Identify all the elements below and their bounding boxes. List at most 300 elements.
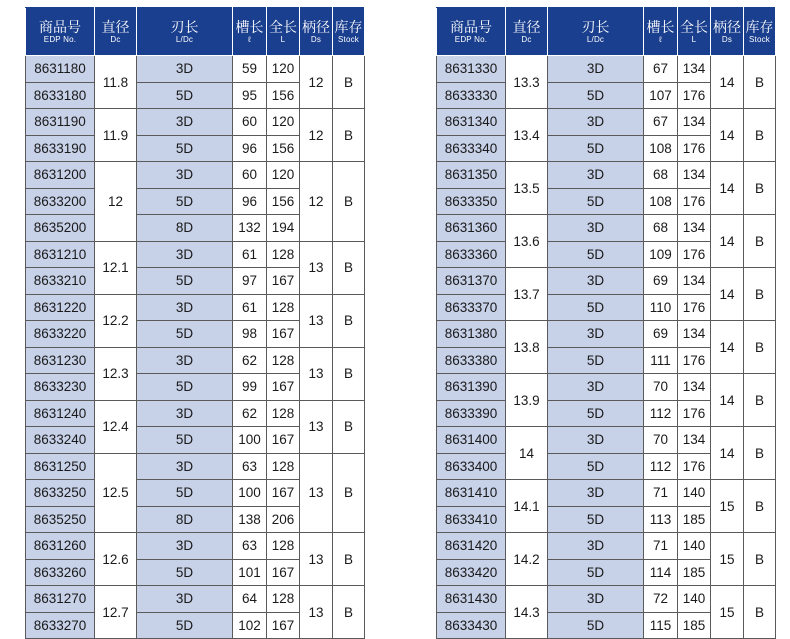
- edp-cell: 8633260: [26, 559, 95, 586]
- flute-length-cell: 96: [233, 188, 267, 215]
- overall-length-cell: 120: [267, 109, 300, 136]
- edp-cell: 8631430: [437, 586, 506, 613]
- column-header-len: [267, 8, 300, 56]
- column-header-flute-en: ℓ: [248, 34, 251, 44]
- column-header-shank: [711, 8, 744, 56]
- column-header-edp: [26, 8, 95, 56]
- diameter-cell: 13.3: [506, 56, 548, 109]
- edp-cell: 8631420: [437, 533, 506, 560]
- edp-cell: 8631190: [26, 109, 95, 136]
- ld-ratio-cell: 5D: [137, 188, 233, 215]
- spec-table-left-header: [26, 8, 365, 56]
- column-header-len: [678, 8, 711, 56]
- table-row: [26, 241, 365, 268]
- column-header-stock: [744, 8, 776, 56]
- shank-diameter-cell: 14: [711, 109, 744, 162]
- ld-ratio-cell: 3D: [548, 533, 644, 560]
- column-header-ld: [137, 8, 233, 56]
- shank-diameter-cell: 13: [300, 400, 333, 453]
- ld-ratio-cell: 5D: [137, 135, 233, 162]
- ld-ratio-cell: 3D: [137, 586, 233, 613]
- edp-cell: 8633350: [437, 188, 506, 215]
- column-header-ld-en: L/Dc: [586, 34, 605, 44]
- flute-length-cell: 112: [644, 453, 678, 480]
- overall-length-cell: 156: [267, 82, 300, 109]
- column-header-dc-zh: 直径: [101, 18, 130, 35]
- flute-length-cell: 95: [233, 82, 267, 109]
- table-row: [437, 215, 776, 242]
- table-row: [437, 533, 776, 560]
- edp-cell: 8633430: [437, 612, 506, 639]
- stock-cell: B: [744, 109, 776, 162]
- ld-ratio-cell: 5D: [548, 294, 644, 321]
- diameter-cell: 13.5: [506, 162, 548, 215]
- ld-ratio-cell: 3D: [548, 374, 644, 401]
- edp-cell: 8631410: [437, 480, 506, 507]
- shank-diameter-cell: 14: [711, 427, 744, 480]
- flute-length-cell: 72: [644, 586, 678, 613]
- edp-cell: 8631400: [437, 427, 506, 454]
- edp-cell: 8633390: [437, 400, 506, 427]
- overall-length-cell: 134: [678, 427, 711, 454]
- edp-cell: 8631340: [437, 109, 506, 136]
- overall-length-cell: 167: [267, 321, 300, 348]
- column-header-shank-en: Ds: [310, 34, 322, 44]
- edp-cell: 8631360: [437, 215, 506, 242]
- diameter-cell: 12: [95, 162, 137, 242]
- edp-cell: 8633400: [437, 453, 506, 480]
- spec-table-left-body: [26, 56, 365, 639]
- column-header-ld-zh: 刃长: [170, 18, 199, 35]
- ld-ratio-cell: 5D: [548, 400, 644, 427]
- flute-length-cell: 113: [644, 506, 678, 533]
- stock-cell: B: [744, 480, 776, 533]
- ld-ratio-cell: 3D: [548, 427, 644, 454]
- table-row: [26, 294, 365, 321]
- overall-length-cell: 140: [678, 586, 711, 613]
- ld-ratio-cell: 5D: [548, 82, 644, 109]
- stock-cell: B: [333, 347, 365, 400]
- ld-ratio-cell: 3D: [137, 162, 233, 189]
- ld-ratio-cell: 5D: [548, 559, 644, 586]
- flute-length-cell: 69: [644, 268, 678, 295]
- edp-cell: 8633220: [26, 321, 95, 348]
- overall-length-cell: 128: [267, 294, 300, 321]
- diameter-cell: 14.1: [506, 480, 548, 533]
- overall-length-cell: 185: [678, 559, 711, 586]
- table-row: [437, 56, 776, 83]
- diameter-cell: 13.8: [506, 321, 548, 374]
- flute-length-cell: 61: [233, 241, 267, 268]
- edp-cell: 8631200: [26, 162, 95, 189]
- overall-length-cell: 185: [678, 506, 711, 533]
- ld-ratio-cell: 5D: [137, 82, 233, 109]
- table-row: [437, 427, 776, 454]
- flute-length-cell: 102: [233, 612, 267, 639]
- flute-length-cell: 100: [233, 480, 267, 507]
- edp-cell: 8631240: [26, 400, 95, 427]
- diameter-cell: 13.7: [506, 268, 548, 321]
- overall-length-cell: 176: [678, 82, 711, 109]
- diameter-cell: 12.2: [95, 294, 137, 347]
- shank-diameter-cell: 15: [711, 480, 744, 533]
- flute-length-cell: 138: [233, 506, 267, 533]
- ld-ratio-cell: 5D: [137, 559, 233, 586]
- spec-table-right: [436, 7, 776, 639]
- flute-length-cell: 68: [644, 162, 678, 189]
- edp-cell: 8633380: [437, 347, 506, 374]
- overall-length-cell: 120: [267, 56, 300, 83]
- overall-length-cell: 176: [678, 241, 711, 268]
- column-header-len-zh: 全长: [680, 18, 708, 35]
- ld-ratio-cell: 5D: [137, 374, 233, 401]
- overall-length-cell: 156: [267, 135, 300, 162]
- stock-cell: B: [333, 241, 365, 294]
- ld-ratio-cell: 5D: [137, 427, 233, 454]
- diameter-cell: 13.9: [506, 374, 548, 427]
- flute-length-cell: 108: [644, 188, 678, 215]
- column-header-shank-en: Ds: [721, 34, 733, 44]
- ld-ratio-cell: 5D: [137, 268, 233, 295]
- ld-ratio-cell: 3D: [548, 162, 644, 189]
- column-header-edp-en: EDP No.: [43, 34, 77, 44]
- overall-length-cell: 176: [678, 188, 711, 215]
- edp-cell: 8631350: [437, 162, 506, 189]
- spec-table-left: [25, 7, 365, 639]
- shank-diameter-cell: 13: [300, 294, 333, 347]
- flute-length-cell: 71: [644, 533, 678, 560]
- flute-length-cell: 101: [233, 559, 267, 586]
- column-header-dc: [506, 8, 548, 56]
- diameter-cell: 12.6: [95, 533, 137, 586]
- column-header-edp-zh: 商品号: [39, 18, 81, 35]
- table-row: [26, 56, 365, 83]
- diameter-cell: 14.3: [506, 586, 548, 639]
- edp-cell: 8631250: [26, 453, 95, 480]
- overall-length-cell: 134: [678, 56, 711, 83]
- ld-ratio-cell: 5D: [137, 480, 233, 507]
- overall-length-cell: 167: [267, 480, 300, 507]
- diameter-cell: 12.5: [95, 453, 137, 533]
- column-header-stock-zh: 库存: [334, 18, 363, 35]
- table-row: [437, 480, 776, 507]
- edp-cell: 8633180: [26, 82, 95, 109]
- stock-cell: B: [333, 533, 365, 586]
- shank-diameter-cell: 12: [300, 109, 333, 162]
- ld-ratio-cell: 3D: [548, 109, 644, 136]
- column-header-shank-zh: 柄径: [302, 18, 330, 35]
- shank-diameter-cell: 13: [300, 347, 333, 400]
- column-header-stock-zh: 库存: [745, 18, 774, 35]
- shank-diameter-cell: 14: [711, 215, 744, 268]
- stock-cell: B: [333, 56, 365, 109]
- edp-cell: 8633210: [26, 268, 95, 295]
- ld-ratio-cell: 3D: [548, 215, 644, 242]
- stock-cell: B: [744, 321, 776, 374]
- edp-cell: 8633370: [437, 294, 506, 321]
- shank-diameter-cell: 14: [711, 374, 744, 427]
- stock-cell: B: [333, 400, 365, 453]
- column-header-edp-zh: 商品号: [450, 18, 492, 35]
- overall-length-cell: 167: [267, 612, 300, 639]
- overall-length-cell: 134: [678, 321, 711, 348]
- column-header-dc-en: Dc: [110, 34, 121, 44]
- ld-ratio-cell: 3D: [137, 533, 233, 560]
- flute-length-cell: 64: [233, 586, 267, 613]
- ld-ratio-cell: 5D: [548, 612, 644, 639]
- overall-length-cell: 176: [678, 400, 711, 427]
- shank-diameter-cell: 14: [711, 321, 744, 374]
- edp-cell: 8631230: [26, 347, 95, 374]
- edp-cell: 8631380: [437, 321, 506, 348]
- ld-ratio-cell: 5D: [548, 135, 644, 162]
- flute-length-cell: 115: [644, 612, 678, 639]
- edp-cell: 8631210: [26, 241, 95, 268]
- flute-length-cell: 63: [233, 533, 267, 560]
- flute-length-cell: 63: [233, 453, 267, 480]
- edp-cell: 8633190: [26, 135, 95, 162]
- flute-length-cell: 108: [644, 135, 678, 162]
- edp-cell: 8631370: [437, 268, 506, 295]
- edp-cell: 8631390: [437, 374, 506, 401]
- ld-ratio-cell: 3D: [548, 480, 644, 507]
- ld-ratio-cell: 3D: [548, 56, 644, 83]
- table-row: [26, 586, 365, 613]
- edp-cell: 8631220: [26, 294, 95, 321]
- overall-length-cell: 120: [267, 162, 300, 189]
- ld-ratio-cell: 8D: [137, 506, 233, 533]
- shank-diameter-cell: 15: [711, 533, 744, 586]
- flute-length-cell: 100: [233, 427, 267, 454]
- edp-cell: 8631260: [26, 533, 95, 560]
- stock-cell: B: [744, 586, 776, 639]
- flute-length-cell: 99: [233, 374, 267, 401]
- column-header-stock-en: Stock: [337, 34, 359, 44]
- shank-diameter-cell: 14: [711, 268, 744, 321]
- diameter-cell: 11.9: [95, 109, 137, 162]
- diameter-cell: 12.1: [95, 241, 137, 294]
- ld-ratio-cell: 5D: [548, 453, 644, 480]
- diameter-cell: 13.6: [506, 215, 548, 268]
- overall-length-cell: 167: [267, 268, 300, 295]
- overall-length-cell: 128: [267, 347, 300, 374]
- flute-length-cell: 109: [644, 241, 678, 268]
- stock-cell: B: [744, 215, 776, 268]
- ld-ratio-cell: 5D: [548, 347, 644, 374]
- table-row: [437, 374, 776, 401]
- flute-length-cell: 60: [233, 162, 267, 189]
- overall-length-cell: 128: [267, 533, 300, 560]
- overall-length-cell: 156: [267, 188, 300, 215]
- overall-length-cell: 176: [678, 135, 711, 162]
- ld-ratio-cell: 3D: [137, 294, 233, 321]
- overall-length-cell: 134: [678, 162, 711, 189]
- edp-cell: 8631330: [437, 56, 506, 83]
- column-header-flute: [233, 8, 267, 56]
- flute-length-cell: 62: [233, 347, 267, 374]
- column-header-flute-zh: 槽长: [235, 18, 264, 35]
- overall-length-cell: 206: [267, 506, 300, 533]
- edp-cell: 8633200: [26, 188, 95, 215]
- flute-length-cell: 70: [644, 427, 678, 454]
- stock-cell: B: [333, 162, 365, 242]
- ld-ratio-cell: 5D: [548, 241, 644, 268]
- overall-length-cell: 185: [678, 612, 711, 639]
- ld-ratio-cell: 3D: [137, 241, 233, 268]
- table-row: [26, 453, 365, 480]
- table-row: [437, 268, 776, 295]
- overall-length-cell: 176: [678, 453, 711, 480]
- flute-length-cell: 112: [644, 400, 678, 427]
- flute-length-cell: 68: [644, 215, 678, 242]
- ld-ratio-cell: 5D: [548, 506, 644, 533]
- stock-cell: B: [333, 586, 365, 639]
- overall-length-cell: 128: [267, 453, 300, 480]
- column-header-len-en: L: [280, 34, 286, 44]
- overall-length-cell: 128: [267, 241, 300, 268]
- diameter-cell: 13.4: [506, 109, 548, 162]
- shank-diameter-cell: 13: [300, 453, 333, 533]
- stock-cell: B: [333, 294, 365, 347]
- stock-cell: B: [744, 374, 776, 427]
- stock-cell: B: [333, 453, 365, 533]
- edp-cell: 8633330: [437, 82, 506, 109]
- flute-length-cell: 98: [233, 321, 267, 348]
- column-header-edp: [437, 8, 506, 56]
- ld-ratio-cell: 5D: [548, 188, 644, 215]
- table-row: [437, 321, 776, 348]
- flute-length-cell: 97: [233, 268, 267, 295]
- shank-diameter-cell: 13: [300, 241, 333, 294]
- edp-cell: 8633270: [26, 612, 95, 639]
- column-header-edp-en: EDP No.: [454, 34, 488, 44]
- flute-length-cell: 67: [644, 56, 678, 83]
- stock-cell: B: [744, 268, 776, 321]
- flute-length-cell: 61: [233, 294, 267, 321]
- overall-length-cell: 176: [678, 347, 711, 374]
- overall-length-cell: 140: [678, 480, 711, 507]
- flute-length-cell: 70: [644, 374, 678, 401]
- diameter-cell: 12.3: [95, 347, 137, 400]
- spec-table-right-body: [437, 56, 776, 639]
- overall-length-cell: 194: [267, 215, 300, 242]
- overall-length-cell: 167: [267, 374, 300, 401]
- stock-cell: B: [744, 56, 776, 109]
- table-row: [26, 109, 365, 136]
- column-header-len-en: L: [691, 34, 697, 44]
- flute-length-cell: 62: [233, 400, 267, 427]
- flute-length-cell: 132: [233, 215, 267, 242]
- ld-ratio-cell: 3D: [548, 268, 644, 295]
- edp-cell: 8633250: [26, 480, 95, 507]
- diameter-cell: 14: [506, 427, 548, 480]
- overall-length-cell: 167: [267, 559, 300, 586]
- ld-ratio-cell: 3D: [137, 400, 233, 427]
- column-header-flute-zh: 槽长: [646, 18, 675, 35]
- edp-cell: 8635250: [26, 506, 95, 533]
- column-header-stock-en: Stock: [748, 34, 770, 44]
- column-header-stock: [333, 8, 365, 56]
- column-header-ld-en: L/Dc: [175, 34, 194, 44]
- table-row: [437, 586, 776, 613]
- ld-ratio-cell: 5D: [137, 321, 233, 348]
- edp-cell: 8631270: [26, 586, 95, 613]
- overall-length-cell: 140: [678, 533, 711, 560]
- column-header-dc-en: Dc: [521, 34, 532, 44]
- ld-ratio-cell: 3D: [548, 586, 644, 613]
- table-row: [437, 162, 776, 189]
- flute-length-cell: 67: [644, 109, 678, 136]
- flute-length-cell: 69: [644, 321, 678, 348]
- ld-ratio-cell: 3D: [137, 109, 233, 136]
- diameter-cell: 12.7: [95, 586, 137, 639]
- flute-length-cell: 60: [233, 109, 267, 136]
- flute-length-cell: 59: [233, 56, 267, 83]
- column-header-shank-zh: 柄径: [713, 18, 741, 35]
- shank-diameter-cell: 13: [300, 586, 333, 639]
- shank-diameter-cell: 12: [300, 56, 333, 109]
- column-header-shank: [300, 8, 333, 56]
- table-row: [26, 533, 365, 560]
- column-header-ld-zh: 刃长: [581, 18, 610, 35]
- ld-ratio-cell: 8D: [137, 215, 233, 242]
- stock-cell: B: [744, 427, 776, 480]
- column-header-dc-zh: 直径: [512, 18, 541, 35]
- ld-ratio-cell: 3D: [137, 453, 233, 480]
- edp-cell: 8631180: [26, 56, 95, 83]
- edp-cell: 8633240: [26, 427, 95, 454]
- flute-length-cell: 110: [644, 294, 678, 321]
- ld-ratio-cell: 3D: [137, 56, 233, 83]
- edp-cell: 8633230: [26, 374, 95, 401]
- ld-ratio-cell: 3D: [137, 347, 233, 374]
- shank-diameter-cell: 12: [300, 162, 333, 242]
- table-row: [437, 109, 776, 136]
- diameter-cell: 14.2: [506, 533, 548, 586]
- column-header-ld: [548, 8, 644, 56]
- column-header-dc: [95, 8, 137, 56]
- edp-cell: 8633360: [437, 241, 506, 268]
- flute-length-cell: 107: [644, 82, 678, 109]
- edp-cell: 8633410: [437, 506, 506, 533]
- flute-length-cell: 111: [644, 347, 678, 374]
- column-header-len-zh: 全长: [269, 18, 297, 35]
- flute-length-cell: 71: [644, 480, 678, 507]
- overall-length-cell: 134: [678, 268, 711, 295]
- shank-diameter-cell: 15: [711, 586, 744, 639]
- overall-length-cell: 134: [678, 215, 711, 242]
- shank-diameter-cell: 13: [300, 533, 333, 586]
- shank-diameter-cell: 14: [711, 56, 744, 109]
- flute-length-cell: 114: [644, 559, 678, 586]
- stock-cell: B: [333, 109, 365, 162]
- table-row: [26, 162, 365, 189]
- shank-diameter-cell: 14: [711, 162, 744, 215]
- overall-length-cell: 128: [267, 400, 300, 427]
- flute-length-cell: 96: [233, 135, 267, 162]
- edp-cell: 8633340: [437, 135, 506, 162]
- overall-length-cell: 167: [267, 427, 300, 454]
- stock-cell: B: [744, 533, 776, 586]
- diameter-cell: 12.4: [95, 400, 137, 453]
- table-row: [26, 400, 365, 427]
- overall-length-cell: 134: [678, 109, 711, 136]
- ld-ratio-cell: 5D: [137, 612, 233, 639]
- column-header-flute-en: ℓ: [659, 34, 662, 44]
- overall-length-cell: 176: [678, 294, 711, 321]
- overall-length-cell: 128: [267, 586, 300, 613]
- edp-cell: 8635200: [26, 215, 95, 242]
